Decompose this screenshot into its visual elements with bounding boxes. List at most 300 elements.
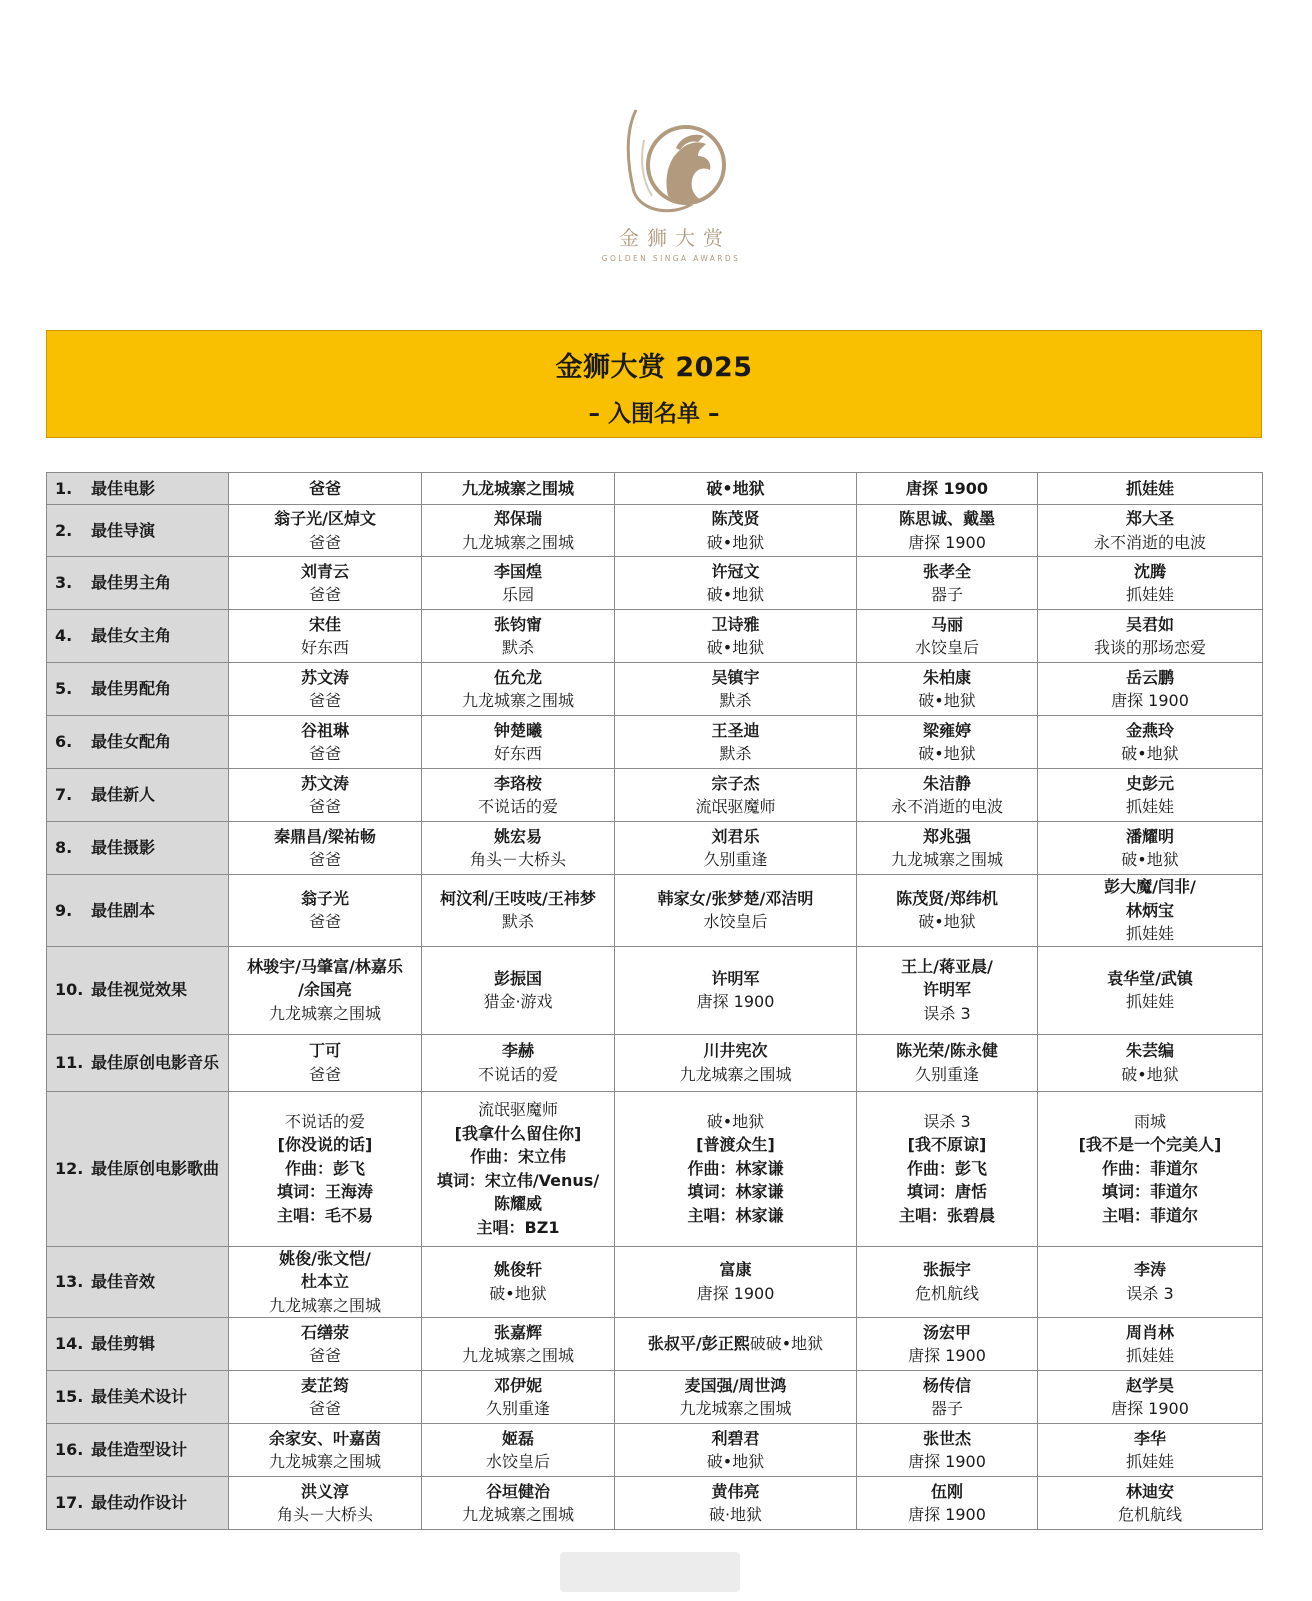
song-title: [我不是一个完美人] xyxy=(1078,1135,1222,1155)
song-film: 不说话的爱 xyxy=(284,1111,365,1131)
nominee-name: 宋佳 xyxy=(308,614,341,634)
category-cell xyxy=(47,1034,229,1091)
nominee-name: 洪义淳 xyxy=(300,1481,349,1501)
category-cell xyxy=(47,473,229,505)
nominee-work: 九龙城寨之围城 xyxy=(679,1399,792,1418)
song-credit: 填词：王海涛 xyxy=(276,1182,373,1202)
nominee-cell xyxy=(615,557,857,610)
nominee-name: 沈腾 xyxy=(1133,561,1166,581)
nominee-cell xyxy=(422,1318,615,1371)
song-credit: 填词：唐恬 xyxy=(906,1182,987,1202)
nominee-cell xyxy=(615,769,857,822)
category-cell xyxy=(47,946,229,1034)
nominee-work: 爸爸 xyxy=(308,797,341,816)
nominee-name: 姚俊/张文恺/ xyxy=(279,1248,371,1268)
nominee-name: 林炳宝 xyxy=(1125,900,1174,920)
nominee-cell xyxy=(1038,1477,1263,1530)
nominee-cell xyxy=(229,1034,422,1091)
category-row xyxy=(47,1091,1263,1246)
category-name: 最佳原创电影歌曲 xyxy=(91,1158,220,1178)
song-credit: 主唱：毛不易 xyxy=(276,1205,373,1225)
nominees-table xyxy=(46,472,1263,1530)
nominee-name: 张钧甯 xyxy=(493,614,542,634)
nominee-cell xyxy=(615,1477,857,1530)
nominee-cell xyxy=(422,473,615,505)
nominee-cell xyxy=(229,769,422,822)
nominee-work: 九龙城寨之围城 xyxy=(461,1505,574,1524)
category-name: 最佳女主角 xyxy=(91,626,172,646)
nominee-name: 姬磊 xyxy=(501,1428,534,1448)
nominee-cell xyxy=(422,1091,615,1246)
nominee-cell xyxy=(857,505,1038,557)
nominee-cell xyxy=(857,822,1038,875)
nominee-cell xyxy=(857,1034,1038,1091)
nominee-cell xyxy=(857,1424,1038,1477)
category-name: 最佳动作设计 xyxy=(91,1493,188,1513)
category-cell xyxy=(47,610,229,663)
nominee-work: 唐探 1900 xyxy=(1111,691,1189,710)
nominee-cell xyxy=(422,1424,615,1477)
nominee-cell xyxy=(615,505,857,557)
nominee-name: 邓伊妮 xyxy=(493,1375,542,1395)
nominee-cell xyxy=(857,1477,1038,1530)
category-name: 最佳电影 xyxy=(91,478,156,498)
category-number: 10. xyxy=(55,980,84,1000)
nominee-name: 李赫 xyxy=(501,1041,534,1060)
nominee-name: 伍刚 xyxy=(930,1481,963,1501)
nominee-name: 郑保瑞 xyxy=(493,509,542,528)
nominee-name: 吴镇宇 xyxy=(711,667,760,687)
nominee-work: 唐探 1900 xyxy=(908,532,986,552)
category-cell xyxy=(47,716,229,769)
nominee-work: 水饺皇后 xyxy=(914,638,979,657)
nominee-name: 钟楚曦 xyxy=(493,720,542,740)
nominee-name: 川井宪次 xyxy=(703,1041,768,1060)
nominee-cell xyxy=(229,1318,422,1371)
nominee-work: 水饺皇后 xyxy=(703,912,768,932)
nominee-name: 谷祖琳 xyxy=(300,720,349,740)
nominee-work: 不说话的爱 xyxy=(477,1064,558,1084)
nominee-work: 破破•地狱 xyxy=(749,1334,824,1354)
nominee-name: 九龙城寨之围城 xyxy=(461,478,574,498)
nominee-name: 姚宏易 xyxy=(493,826,542,846)
nominee-cell xyxy=(422,946,615,1034)
category-row xyxy=(47,1034,1263,1091)
nominee-work: 好东西 xyxy=(300,638,349,657)
nominee-cell xyxy=(422,1246,615,1318)
nominee-work: 猎金·游戏 xyxy=(483,992,553,1011)
nominee-name: 张叔平/彭正熙 xyxy=(647,1334,750,1354)
nominee-work: 器子 xyxy=(930,585,963,604)
nominee-work: 爸爸 xyxy=(308,691,341,710)
nominee-work: 破·地狱 xyxy=(708,1505,763,1524)
nominee-name: 陈光荣/陈永健 xyxy=(896,1041,998,1060)
nominee-cell xyxy=(229,610,422,663)
nominee-work: 乐园 xyxy=(501,585,534,604)
nominee-cell xyxy=(229,473,422,505)
nominee-name: 爸爸 xyxy=(308,478,341,498)
nominee-name: 梁雍婷 xyxy=(922,720,971,740)
category-number: 6. xyxy=(55,732,73,752)
nominee-cell xyxy=(615,1424,857,1477)
song-film: 破•地狱 xyxy=(706,1111,765,1131)
nominee-name: 袁华堂/武镇 xyxy=(1107,968,1193,988)
category-cell xyxy=(47,875,229,947)
nominee-cell xyxy=(1038,663,1263,716)
category-number: 11. xyxy=(55,1052,84,1072)
nominee-name: 秦鼎昌/梁祐畅 xyxy=(274,826,376,846)
nominee-name: 张振宇 xyxy=(922,1260,971,1280)
nominee-cell xyxy=(422,1477,615,1530)
nominee-work: 九龙城寨之围城 xyxy=(461,691,574,710)
nominee-cell xyxy=(422,610,615,663)
category-number: 1. xyxy=(55,478,73,498)
category-cell xyxy=(47,769,229,822)
nominee-name: 汤宏甲 xyxy=(922,1322,971,1342)
nominee-name: 麦国强/周世鸿 xyxy=(684,1375,787,1395)
nominee-cell xyxy=(857,1246,1038,1318)
nominee-work: 爸爸 xyxy=(308,850,341,869)
category-name: 最佳男配角 xyxy=(91,679,172,699)
nominee-cell xyxy=(422,875,615,947)
category-row xyxy=(47,1477,1263,1530)
nominee-work: 爸爸 xyxy=(308,532,341,552)
nominee-name: 林骏宇/马肇富/林嘉乐 xyxy=(247,956,403,976)
nominee-work: 抓娃娃 xyxy=(1125,924,1174,943)
nominee-work: 唐探 1900 xyxy=(908,1505,986,1524)
nominee-name: 杜本立 xyxy=(300,1272,349,1291)
nominee-cell xyxy=(615,473,857,505)
nominee-name: 史彭元 xyxy=(1125,773,1174,793)
category-cell xyxy=(47,1424,229,1477)
nominee-cell xyxy=(1038,769,1263,822)
nominee-cell xyxy=(229,716,422,769)
song-credit: 主唱：张碧晨 xyxy=(898,1205,995,1225)
nominee-cell xyxy=(857,473,1038,505)
nominee-cell xyxy=(615,1246,857,1318)
nominee-work: 久别重逢 xyxy=(703,850,768,869)
nominee-cell xyxy=(615,875,857,947)
nominee-cell xyxy=(615,1371,857,1424)
nominee-work: 破•地狱 xyxy=(918,691,976,710)
nominee-cell xyxy=(1038,1091,1263,1246)
category-number: 2. xyxy=(55,520,73,540)
nominee-name: 翁子光 xyxy=(300,888,349,908)
nominee-name: 许明军 xyxy=(711,968,760,988)
nominee-name: 潘耀明 xyxy=(1125,826,1174,846)
song-title: [普渡众生] xyxy=(696,1135,775,1155)
nominee-cell xyxy=(422,716,615,769)
nominee-work: 器子 xyxy=(930,1399,963,1418)
nominee-cell xyxy=(1038,716,1263,769)
nominee-cell xyxy=(857,1318,1038,1371)
category-name: 最佳造型设计 xyxy=(91,1440,188,1460)
nominee-name: 林迪安 xyxy=(1125,1481,1174,1501)
nominee-cell xyxy=(857,610,1038,663)
nominee-name: 陈茂贤 xyxy=(711,509,760,528)
nominee-work: 默杀 xyxy=(719,691,752,710)
nominee-work: 爸爸 xyxy=(308,1064,341,1084)
song-credit: 作曲：林家谦 xyxy=(687,1158,784,1178)
nominee-work: 破•地狱 xyxy=(1121,744,1179,763)
category-number: 14. xyxy=(55,1334,84,1354)
logo-chinese-text: 金狮大赏 xyxy=(619,226,731,250)
category-name: 最佳新人 xyxy=(91,785,156,805)
nominee-work: 水饺皇后 xyxy=(485,1452,550,1471)
category-row xyxy=(47,1246,1263,1318)
category-number: 3. xyxy=(55,573,73,593)
watermark-blur xyxy=(560,1552,740,1592)
nominee-cell xyxy=(615,1091,857,1246)
nominee-cell xyxy=(857,769,1038,822)
nominee-name: 破•地狱 xyxy=(706,478,765,498)
nominee-work: 默杀 xyxy=(501,638,534,657)
nominee-cell xyxy=(229,1246,422,1318)
category-number: 9. xyxy=(55,900,73,920)
nominee-name: 谷垣健治 xyxy=(485,1481,550,1501)
nominee-cell xyxy=(422,1034,615,1091)
nominee-cell xyxy=(1038,1424,1263,1477)
nominee-work: 角头－大桥头 xyxy=(469,850,566,869)
category-row xyxy=(47,505,1263,557)
nominee-work: 永不消逝的电波 xyxy=(890,797,1003,816)
category-cell xyxy=(47,1371,229,1424)
nominee-work: 默杀 xyxy=(719,744,752,763)
song-credit: 填词：宋立伟/Venus/ xyxy=(436,1170,600,1190)
nominee-name: 抓娃娃 xyxy=(1125,478,1174,498)
page-subtitle: – 入围名单 – xyxy=(588,401,720,427)
nominee-cell xyxy=(422,822,615,875)
category-row xyxy=(47,663,1263,716)
nominee-cell xyxy=(857,1371,1038,1424)
nominee-name: 陈思诚、戴墨 xyxy=(898,509,995,528)
nominee-work: 好东西 xyxy=(493,744,542,763)
category-number: 8. xyxy=(55,838,73,858)
category-row xyxy=(47,1318,1263,1371)
nominee-name: 王上/蒋亚晨/ xyxy=(901,956,993,976)
nominee-name: 李涛 xyxy=(1133,1260,1166,1280)
nominee-cell xyxy=(229,557,422,610)
nominee-cell xyxy=(229,1477,422,1530)
nominee-cell xyxy=(229,505,422,557)
nominee-name: 黄伟亮 xyxy=(711,1481,760,1501)
nominee-name: 利碧君 xyxy=(711,1428,760,1448)
nominee-cell xyxy=(857,557,1038,610)
category-cell xyxy=(47,557,229,610)
nominee-work: 破•地狱 xyxy=(706,532,765,552)
nominee-name: 彭大魔/闫非/ xyxy=(1104,877,1196,896)
nominee-work: 九龙城寨之围城 xyxy=(461,532,574,552)
category-row xyxy=(47,716,1263,769)
category-name: 最佳女配角 xyxy=(91,732,172,752)
nominee-name: 朱洁静 xyxy=(922,773,971,793)
nominee-cell xyxy=(615,663,857,716)
nominee-name: 石缮荥 xyxy=(300,1322,349,1342)
nominee-cell xyxy=(229,946,422,1034)
nominee-cell xyxy=(229,822,422,875)
nominee-work: 唐探 1900 xyxy=(908,1452,986,1471)
nominee-work: 危机航线 xyxy=(914,1283,979,1303)
nominee-work: 破•地狱 xyxy=(706,1452,765,1471)
nominee-work: 破•地狱 xyxy=(918,912,976,932)
song-credit: 作曲：彭飞 xyxy=(906,1158,987,1178)
nominee-cell xyxy=(1038,1034,1263,1091)
nominee-cell xyxy=(857,946,1038,1034)
nominee-work: 九龙城寨之围城 xyxy=(890,850,1003,869)
song-film: 误杀 3 xyxy=(923,1111,971,1131)
nominee-cell xyxy=(615,610,857,663)
category-row xyxy=(47,1424,1263,1477)
nominee-cell xyxy=(229,1371,422,1424)
category-number: 15. xyxy=(55,1387,84,1407)
category-cell xyxy=(47,505,229,557)
song-title: [你没说的话] xyxy=(277,1135,373,1155)
category-row xyxy=(47,875,1263,947)
nominee-name: 郑兆强 xyxy=(922,826,971,846)
nominee-work: 唐探 1900 xyxy=(1111,1399,1189,1418)
category-number: 7. xyxy=(55,785,73,805)
song-credit: 主唱：菲道尔 xyxy=(1101,1205,1198,1225)
nominee-name: 许明军 xyxy=(922,980,971,1000)
category-number: 12. xyxy=(55,1158,84,1178)
nominee-name: 朱柏康 xyxy=(922,667,971,687)
nominee-name: 李国煌 xyxy=(493,561,542,581)
nominee-name: 卫诗雅 xyxy=(711,614,760,634)
nominee-name: 朱芸编 xyxy=(1125,1041,1174,1060)
song-credit: 作曲：彭飞 xyxy=(284,1158,365,1178)
logo-english-text: GOLDEN SINGA AWARDS xyxy=(601,254,741,263)
category-row xyxy=(47,473,1263,505)
category-name: 最佳剧本 xyxy=(91,900,156,920)
nominee-name: 周肖林 xyxy=(1125,1322,1174,1342)
nominee-name: 唐探 1900 xyxy=(905,478,989,498)
category-number: 13. xyxy=(55,1272,84,1291)
nominee-work: 永不消逝的电波 xyxy=(1093,532,1206,552)
category-name: 最佳视觉效果 xyxy=(91,980,188,1000)
category-name: 最佳美术设计 xyxy=(91,1387,188,1407)
category-name: 最佳音效 xyxy=(91,1272,156,1291)
nominee-cell xyxy=(422,557,615,610)
nominee-work: 角头－大桥头 xyxy=(276,1505,373,1524)
category-row xyxy=(47,557,1263,610)
nominee-work: 抓娃娃 xyxy=(1125,585,1174,604)
nominee-work: 抓娃娃 xyxy=(1125,1452,1174,1471)
nominee-cell xyxy=(857,663,1038,716)
nominee-name: 姚俊轩 xyxy=(493,1260,542,1280)
nominee-work: 破•地狱 xyxy=(1121,850,1179,869)
nominee-cell xyxy=(1038,1318,1263,1371)
nominee-cell xyxy=(615,1318,857,1371)
nominee-work: 不说话的爱 xyxy=(477,797,558,816)
nominee-work: 破•地狱 xyxy=(706,585,765,604)
nominee-name: 丁可 xyxy=(308,1041,341,1060)
nominee-name: 杨传信 xyxy=(922,1375,971,1395)
category-cell xyxy=(47,1477,229,1530)
nominee-name: 刘君乐 xyxy=(711,826,760,846)
title-banner xyxy=(46,330,1262,438)
nominee-cell xyxy=(857,1091,1038,1246)
nominee-cell xyxy=(422,1371,615,1424)
nominee-cell xyxy=(1038,610,1263,663)
nominee-cell xyxy=(1038,505,1263,557)
nominee-name: 陈茂贤/郑纬机 xyxy=(896,888,998,908)
nominee-name: 韩家女/张梦楚/邓洁明 xyxy=(657,888,814,908)
nominee-work: 爸爸 xyxy=(308,912,341,932)
nominee-work: 爸爸 xyxy=(308,744,341,763)
nominee-cell xyxy=(229,663,422,716)
nominee-name: /余国亮 xyxy=(298,980,352,1000)
nominee-work: 唐探 1900 xyxy=(696,992,775,1011)
nominee-work: 九龙城寨之围城 xyxy=(268,1003,381,1023)
nominee-work: 爸爸 xyxy=(308,1346,341,1365)
nominee-cell xyxy=(1038,1246,1263,1318)
nominee-name: 李华 xyxy=(1133,1428,1166,1448)
nominee-work: 破•地狱 xyxy=(706,638,765,657)
nominee-name: 彭振国 xyxy=(493,968,542,988)
category-cell xyxy=(47,822,229,875)
category-number: 5. xyxy=(55,679,73,699)
song-credit: 填词：林家谦 xyxy=(687,1182,784,1202)
nominee-work: 九龙城寨之围城 xyxy=(268,1452,381,1471)
nominee-name: 柯汶利/王吱吱/王祎梦 xyxy=(440,888,596,908)
nominee-name: 翁子光/区焯文 xyxy=(274,509,376,528)
song-credit: 主唱：BZ1 xyxy=(476,1217,560,1237)
nominee-work: 误杀 3 xyxy=(923,1003,971,1023)
nominee-work: 爸爸 xyxy=(308,585,341,604)
nominee-name: 赵学昊 xyxy=(1125,1375,1174,1395)
song-credit: 填词：菲道尔 xyxy=(1101,1182,1198,1202)
nominee-name: 苏文涛 xyxy=(300,773,349,793)
song-credit: 作曲：宋立伟 xyxy=(469,1147,566,1166)
nominee-work: 我谈的那场恋爱 xyxy=(1093,638,1206,657)
category-cell xyxy=(47,1091,229,1246)
song-credit: 陈耀威 xyxy=(493,1194,542,1213)
song-film: 流氓驱魔师 xyxy=(477,1100,558,1119)
category-name: 最佳原创电影音乐 xyxy=(91,1052,220,1072)
nominee-cell xyxy=(1038,473,1263,505)
nominee-name: 金燕玲 xyxy=(1125,720,1174,740)
category-cell xyxy=(47,663,229,716)
nominee-work: 抓娃娃 xyxy=(1125,992,1174,1011)
category-number: 16. xyxy=(55,1440,84,1460)
nominee-work: 久别重逢 xyxy=(485,1399,550,1418)
nominee-name: 刘青云 xyxy=(300,561,349,581)
category-name: 最佳导演 xyxy=(91,520,156,540)
nominee-work: 默杀 xyxy=(501,912,534,932)
song-title: [我拿什么留住你] xyxy=(454,1123,582,1143)
nominee-work: 抓娃娃 xyxy=(1125,1346,1174,1365)
nominee-name: 许冠文 xyxy=(711,561,760,581)
category-name: 最佳摄影 xyxy=(91,838,156,858)
nominee-work: 唐探 1900 xyxy=(908,1346,986,1365)
nominee-name: 张世杰 xyxy=(922,1428,971,1448)
nominee-name: 马丽 xyxy=(930,614,963,634)
song-title: [我不原谅] xyxy=(907,1135,987,1155)
nominee-work: 抓娃娃 xyxy=(1125,797,1174,816)
nominee-cell xyxy=(1038,557,1263,610)
nominee-work: 久别重逢 xyxy=(914,1064,979,1084)
awards-logo xyxy=(596,100,746,280)
nominee-cell xyxy=(229,1424,422,1477)
nominee-cell xyxy=(422,769,615,822)
category-row xyxy=(47,769,1263,822)
nominee-cell xyxy=(615,822,857,875)
nominee-work: 破•地狱 xyxy=(918,744,976,763)
nominee-work: 九龙城寨之围城 xyxy=(679,1064,792,1084)
nominee-work: 唐探 1900 xyxy=(696,1283,775,1303)
nominee-name: 王圣迪 xyxy=(711,720,760,740)
nominee-name: 富康 xyxy=(719,1260,752,1280)
